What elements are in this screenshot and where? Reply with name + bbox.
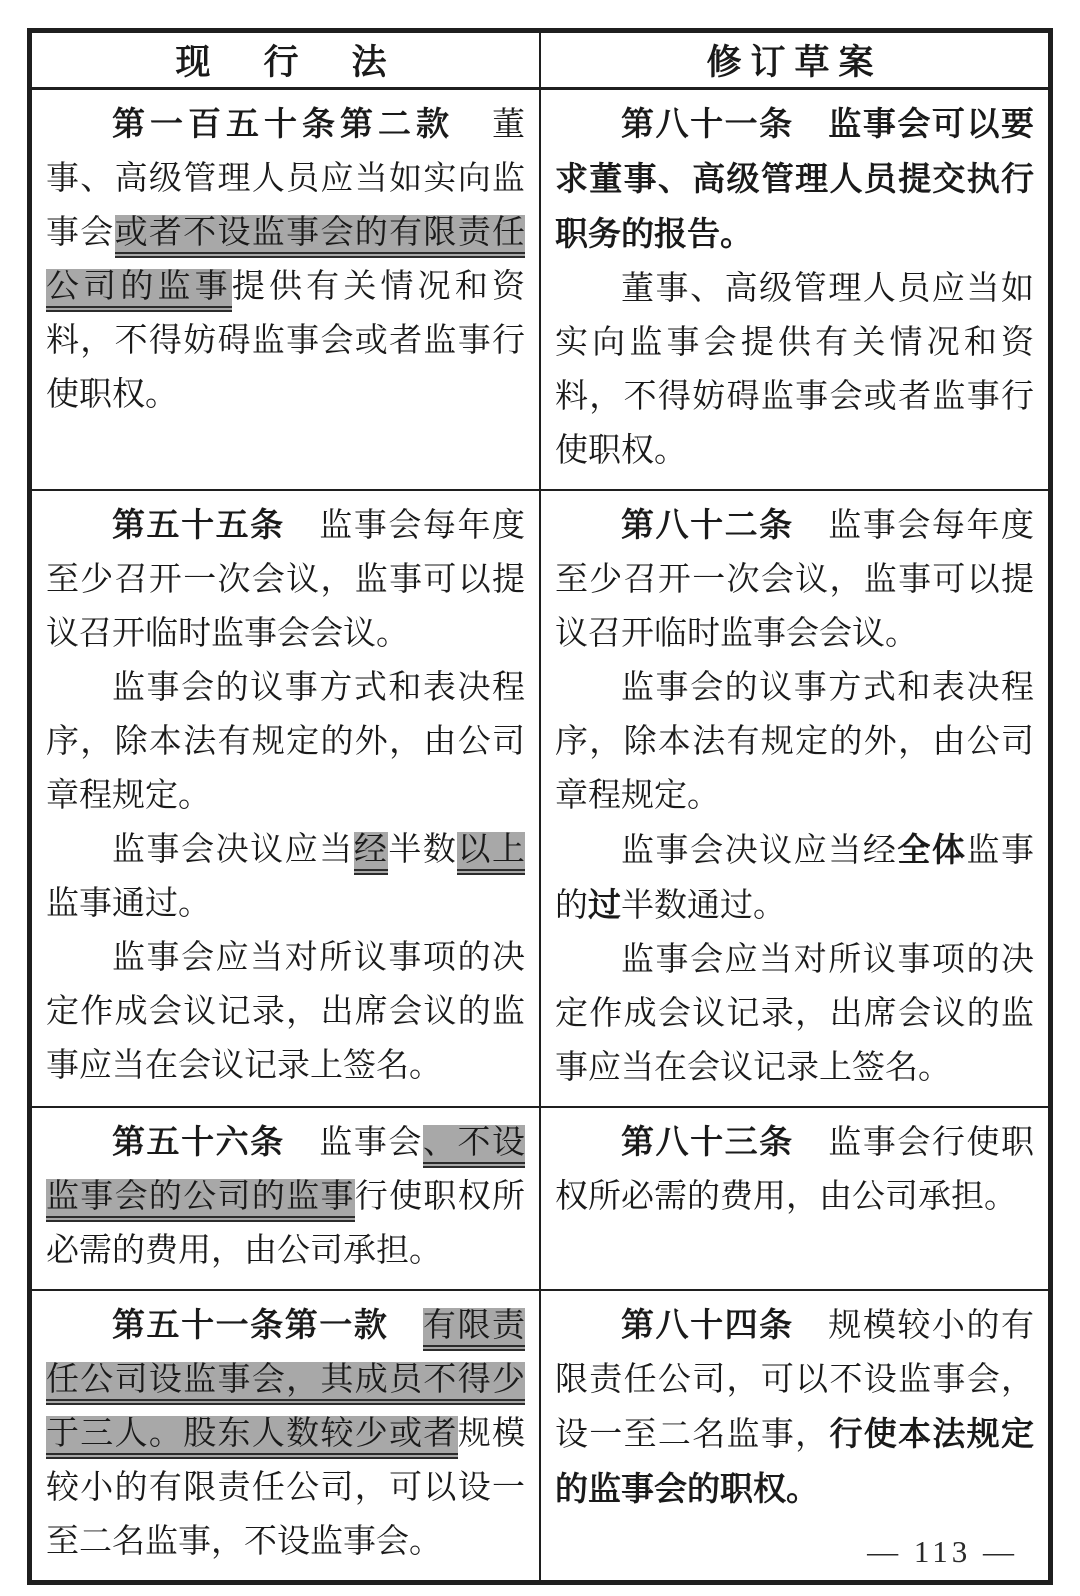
table-body	[30, 89, 1051, 1583]
deleted-text: 或者不设监事会的有限责任公司的监事	[46, 215, 525, 312]
text-run: 监事通过。	[46, 886, 211, 922]
text-run: 董事、高级管理人员应当如实向监事会提供有关情况和资料，不得妨碍监事会或者监事行使职权。	[555, 271, 1034, 469]
paragraph	[555, 661, 1034, 823]
paragraph	[46, 931, 525, 1093]
added-bold-text: 第一百五十条第二款	[112, 105, 454, 142]
text-run: 监事会决议应当	[112, 832, 354, 868]
table-row	[30, 490, 1051, 1107]
paragraph	[555, 97, 1034, 262]
text-run: 规模较小的有限责任公司，可以不设监事会，设一至二名监事，	[555, 1308, 1035, 1453]
header-row	[30, 31, 1051, 89]
revised-draft-cell	[540, 1107, 1051, 1290]
revised-draft-cell	[540, 490, 1051, 1107]
text-run: 监事会每年度至少召开一次会议，监事可以提议召开临时监事会会议。	[46, 508, 526, 652]
text-run: 监事会应当对所议事项的决定作成会议记录，出席会议的监事应当在会议记录上签名。	[46, 940, 525, 1084]
text-run: 监事会的议事方式和表决程序，除本法有规定的外，由公司章程规定。	[46, 670, 525, 814]
text-run: 监事会的议事方式和表决程序，除本法有规定的外，由公司章程规定。	[555, 670, 1034, 814]
added-bold-text: 第八十三条	[621, 1123, 794, 1160]
current-law-cell	[30, 1107, 541, 1290]
column-header-current-law: 现 行 法	[30, 31, 541, 89]
paragraph	[555, 1115, 1034, 1224]
table-row	[30, 1107, 1051, 1290]
deleted-text: 经	[354, 832, 389, 875]
text-run: 监事会	[284, 1125, 423, 1161]
text-run: 半数	[388, 832, 458, 868]
text-run: 规模较小的有限责任公司，可以设一至二名监事，不设监事会。	[46, 1416, 526, 1560]
deleted-text: 、不设监事会的公司的监事	[46, 1125, 525, 1222]
text-run: 监事会行使职权所必需的费用，由公司承担。	[555, 1125, 1035, 1215]
text-run: 提供有关情况和资料，不得妨碍监事会或者监事行使职权。	[46, 269, 526, 413]
current-law-cell	[30, 1290, 541, 1583]
added-bold-text: 第八十四条	[621, 1306, 794, 1343]
paragraph	[555, 498, 1034, 661]
text-run: 监事会每年度至少召开一次会议，监事可以提议召开临时监事会会议。	[555, 508, 1035, 652]
added-bold-text: 第八十一条 监事会可以要求董事、高级管理人员提交执行职务的报告。	[555, 105, 1034, 252]
table-header	[30, 31, 1051, 89]
added-bold-text: 第五十一条第一款	[112, 1306, 389, 1343]
added-bold-text: 第五十六条	[112, 1123, 285, 1160]
added-bold-text: 行使本法规定的监事会的职权。	[555, 1415, 1035, 1507]
current-law-cell	[30, 89, 541, 491]
paragraph	[46, 1115, 525, 1278]
text-run: 监事会决议应当经	[621, 833, 898, 869]
law-comparison-table	[27, 28, 1053, 1585]
text-run: 监事会应当对所议事项的决定作成会议记录，出席会议的监事应当在会议记录上签名。	[555, 942, 1034, 1086]
paragraph	[555, 933, 1034, 1095]
paragraph	[46, 498, 525, 661]
text-run	[388, 1308, 423, 1344]
paragraph	[46, 1298, 525, 1569]
text-run: 监事的	[555, 833, 1035, 924]
added-bold-text: 第八十二条	[621, 506, 794, 543]
text-run: 行使职权所必需的费用，由公司承担。	[46, 1179, 526, 1269]
text-run: 董事、高级管理人员应当如实向监事会	[46, 107, 525, 251]
column-header-revised-draft: 修订草案	[540, 31, 1051, 89]
added-bold-text: 全体	[897, 831, 967, 868]
revised-draft-cell	[540, 89, 1051, 491]
paragraph	[46, 661, 525, 823]
current-law-cell	[30, 490, 541, 1107]
paragraph	[555, 823, 1034, 933]
deleted-text: 以上	[457, 832, 525, 875]
paragraph	[46, 97, 525, 422]
text-run: 半数通过。	[621, 888, 786, 924]
added-bold-text: 第五十五条	[112, 506, 285, 543]
added-bold-text: 过	[588, 886, 621, 923]
paragraph	[555, 1298, 1034, 1517]
page-number: — 113 —	[867, 1534, 1018, 1569]
table-row	[30, 89, 1051, 491]
paragraph	[555, 262, 1034, 478]
deleted-text: 有限责任公司设监事会，其成员不得少于三人。股东人数较少或者	[46, 1308, 525, 1459]
paragraph	[46, 823, 525, 931]
